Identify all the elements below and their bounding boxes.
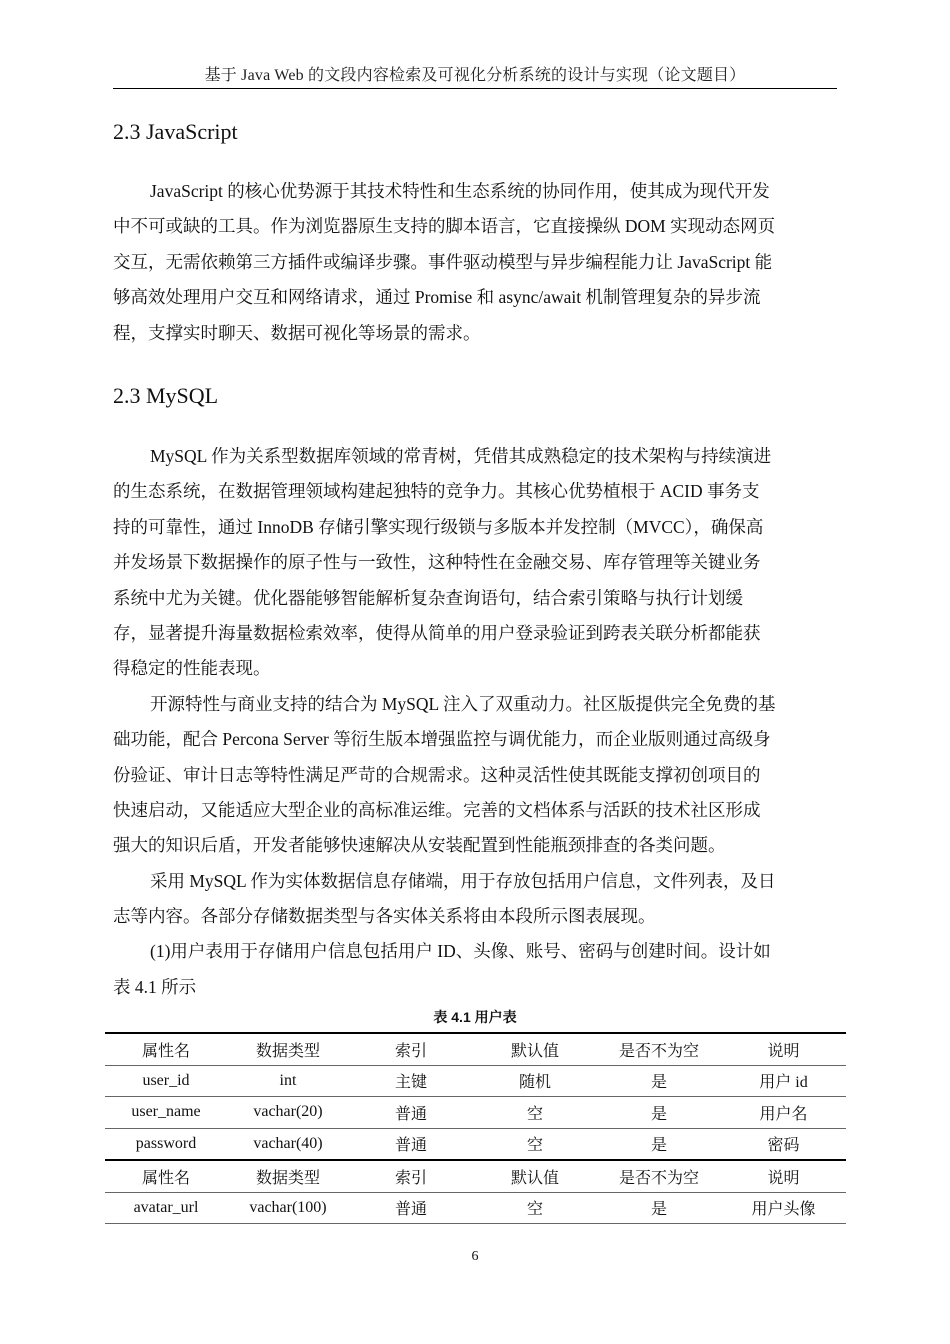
- page-number: 6: [471, 1249, 479, 1264]
- text-line: 开源特性与商业支持的结合为 MySQL 注入了双重动力。社区版提供完全免费的基: [150, 693, 776, 714]
- text-line: 快速启动，又能适应大型企业的高标准运维。完善的文档体系与活跃的技术社区形成: [113, 799, 761, 820]
- text-line: 得稳定的性能表现。: [113, 658, 271, 679]
- table-header-cell: 说明: [721, 1160, 846, 1192]
- table-header-cell: 索引: [349, 1160, 473, 1192]
- text-line: (1)用户表用于存储用户信息包括用户 ID、头像、账号、密码与创建时间。设计如: [150, 941, 771, 962]
- text-line: 份验证、审计日志等特性满足严苛的合规需求。这种灵活性使其既能支撑初创项目的: [113, 764, 761, 785]
- table-cell: 空: [473, 1192, 597, 1224]
- table-header-cell: 属性名: [105, 1160, 227, 1192]
- table-cell: 是: [597, 1128, 721, 1160]
- text-line: JavaScript 的核心优势源于其技术特性和生态系统的协同作用，使其成为现代开发: [150, 181, 770, 201]
- table-cell: vachar(40): [227, 1128, 349, 1160]
- text-line: 的生态系统，在数据管理领域构建起独特的竞争力。其核心优势植根于 ACID 事务支: [113, 481, 760, 502]
- table-cell: vachar(100): [227, 1192, 349, 1224]
- table-cell: 密码: [721, 1128, 846, 1160]
- table-header-cell: 数据类型: [227, 1033, 349, 1065]
- table-cell: 用户头像: [721, 1192, 846, 1224]
- table-header-cell: 索引: [349, 1033, 473, 1065]
- text-line: MySQL 作为关系型数据库领域的常青树，凭借其成熟稳定的技术架构与持续演进: [150, 446, 772, 466]
- table-header-row-repeat: [105, 1160, 846, 1192]
- table-cell: 是: [597, 1192, 721, 1224]
- table-cell: 普通: [349, 1128, 473, 1160]
- table-row: [105, 1192, 846, 1224]
- table-caption: 表 4.1 用户表: [433, 1009, 517, 1025]
- text-line: 系统中尤为关键。优化器能够智能解析复杂查询语句，结合索引策略与执行计划缓: [113, 587, 743, 608]
- text-line: 存，显著提升海量数据检索效率，使得从简单的用户登录验证到跨表关联分析都能获: [113, 622, 761, 643]
- table-cell: 空: [473, 1128, 597, 1160]
- table-row: [105, 1128, 846, 1160]
- table-cell: 空: [473, 1097, 597, 1129]
- text-line: 并发场景下数据操作的原子性与一致性，这种特性在金融交易、库存管理等关键业务: [113, 552, 761, 573]
- text-line: 程，支撑实时聊天、数据可视化等场景的需求。: [113, 322, 481, 343]
- section-heading-mysql: 2.3 MySQL: [113, 383, 219, 408]
- table-row: [105, 1065, 846, 1097]
- table-header-cell: 是否不为空: [597, 1160, 721, 1192]
- table-cell: vachar(20): [227, 1097, 349, 1129]
- table-cell: 普通: [349, 1192, 473, 1224]
- table-header-cell: 属性名: [105, 1033, 227, 1065]
- table-cell: 是: [597, 1097, 721, 1129]
- table-row: [105, 1097, 846, 1129]
- table-header-cell: 是否不为空: [597, 1033, 721, 1065]
- table-cell: 是: [597, 1065, 721, 1097]
- table-cell: avatar_url: [105, 1192, 227, 1224]
- table-cell: 用户 id: [721, 1065, 846, 1097]
- table-header-row: [105, 1033, 846, 1065]
- text-line: 持的可靠性，通过 InnoDB 存储引擎实现行级锁与多版本并发控制（MVCC），确保高: [113, 516, 764, 537]
- text-line: 够高效处理用户交互和网络请求，通过 Promise 和 async/await 机制管理复杂的异步流: [113, 287, 761, 308]
- text-line: 表 4.1 所示: [113, 976, 197, 997]
- text-line: 强大的知识后盾，开发者能够快速解决从安装配置到性能瓶颈排查的各类问题。: [113, 835, 726, 856]
- table-cell: user_id: [105, 1065, 227, 1097]
- table-cell: 普通: [349, 1097, 473, 1129]
- paragraph-javascript: [113, 174, 837, 351]
- table-header-cell: 默认值: [473, 1033, 597, 1065]
- table-header-cell: 说明: [721, 1033, 846, 1065]
- section-heading-javascript: 2.3 JavaScript: [113, 119, 238, 144]
- user-table: [105, 1032, 846, 1224]
- table-cell: 用户名: [721, 1097, 846, 1129]
- text-line: 中不可或缺的工具。作为浏览器原生支持的脚本语言，它直接操纵 DOM 实现动态网页: [113, 216, 776, 237]
- table-cell: user_name: [105, 1097, 227, 1129]
- table-cell: 主键: [349, 1065, 473, 1097]
- text-line: 交互，无需依赖第三方插件或编译步骤。事件驱动模型与异步编程能力让 JavaScript 能: [113, 251, 773, 272]
- paragraph-mysql-1: [113, 439, 837, 1005]
- text-line: 采用 MySQL 作为实体数据信息存储端，用于存放包括用户信息，文件列表，及日: [150, 870, 776, 891]
- table-header-cell: 数据类型: [227, 1160, 349, 1192]
- running-header: 基于 Java Web 的文段内容检索及可视化分析系统的设计与实现（论文题目）: [204, 67, 746, 84]
- header-rule: [113, 88, 837, 89]
- table-cell: 随机: [473, 1065, 597, 1097]
- text-line: 志等内容。各部分存储数据类型与各实体关系将由本段所示图表展现。: [113, 906, 656, 927]
- table-cell: password: [105, 1128, 227, 1160]
- table-header-cell: 默认值: [473, 1160, 597, 1192]
- table-cell: int: [227, 1065, 349, 1097]
- text-line: 础功能，配合 Percona Server 等衍生版本增强监控与调优能力，而企业版则通过高级身: [113, 729, 771, 750]
